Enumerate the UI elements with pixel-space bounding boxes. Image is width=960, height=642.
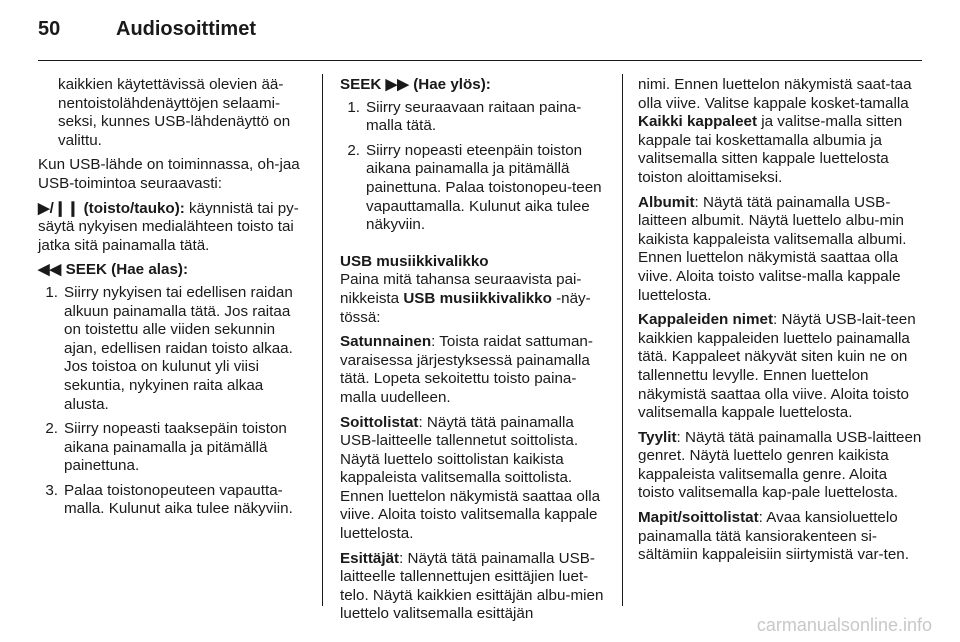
list-item [38, 420, 308, 476]
list-item [38, 284, 308, 414]
column-2 [340, 76, 608, 630]
random-paragraph [340, 333, 608, 407]
page-number: 50 [38, 18, 61, 40]
menu-section [340, 253, 608, 327]
seek-forward-heading [340, 76, 608, 95]
folders-label: Mapit/soittolistat [638, 509, 759, 527]
list-text: Siirry nopeasti taaksepäin toiston aikana painamalla ja pitämällä painettuna. [64, 420, 287, 475]
menu-intro-b: USB musiikkivalikko [403, 289, 552, 307]
list-text: Palaa toistonopeuteen vapautta-malla. Kulunut aika tulee näkyviin. [64, 481, 293, 518]
all-songs-label: Kaikki kappaleet [638, 113, 758, 131]
random-label: Satunnainen [340, 333, 432, 351]
list-item [340, 99, 608, 136]
seek-forward-label-a: SEEK [340, 76, 382, 93]
playlists-paragraph [340, 414, 608, 544]
column-3 [638, 76, 922, 571]
random-text: : Toista raidat sattuman-varaisessa järjestyksessä painamalla tätä. Lopeta sekoitettu toisto paina-malla uudelleen. [340, 333, 593, 406]
artists-paragraph [340, 550, 608, 624]
genres-text: : Näytä tätä painamalla USB-laitteen genret. Näytä luettelo genren kaikista kappaleista valitsemalla genre. Aloita toisto valitsemalla kap-pale luettelosta. [638, 428, 922, 502]
page-header [38, 18, 922, 50]
list-text: Siirry seuraavaan raitaan paina-malla tätä. [366, 98, 582, 135]
play-pause-paragraph [38, 200, 308, 256]
albums-paragraph [638, 194, 922, 306]
list-number: 3. [45, 481, 58, 499]
continued-text-a: nimi. Ennen luettelon näkymistä saat-taa olla viive. Valitse kappale kosket-tamalla [638, 76, 912, 112]
menu-heading: USB musiikkivalikko [340, 252, 489, 270]
seek-back-heading [38, 261, 308, 280]
page-title: Audiosoittimet [116, 18, 256, 40]
column-1 [38, 76, 308, 525]
playlists-text: : Näytä tätä painamalla USB-laitteelle tallennetut soittolista. Näytä luettelo soittolistan kaikista kappaleista valitsemalla soittolista. Ennen luettelon näkymistä saattaa olla viive. Aloita toisto valitsemalla kappale luettelosta. [340, 413, 601, 543]
play-pause-icon: ▶/❙❙ [38, 199, 80, 217]
list-text: Siirry nykyisen tai edellisen raidan alkuun painamalla tätä. Jos raitaa on toistettu alle viiden sekunnin ajan, edellisen raidan toisto alkaa. Jos toistoa on kulunut yli viisi sekuntia, nykyinen raita alkaa alusta. [64, 283, 293, 413]
list-number: 1. [45, 283, 58, 301]
watermark: carmanualsonline.info [756, 615, 932, 635]
column-divider-1 [322, 74, 323, 606]
artists-continued-paragraph [638, 76, 922, 188]
list-item [340, 142, 608, 235]
header-rule [38, 60, 922, 61]
albums-text: : Näytä tätä painamalla USB-laitteen albumit. Näytä luettelo albu-min kaikista kappaleista valitsemalla albumi. Ennen luettelon näkymistä saattaa olla viive. Aloita toisto valitse-malla kappale luettelosta. [638, 193, 907, 304]
usb-intro: Kun USB-lähde on toiminnassa, oh-jaa USB-toimintoa seuraavasti: [38, 156, 300, 192]
genres-label: Tyylit [638, 428, 677, 446]
list-number: 2. [347, 141, 360, 159]
songs-paragraph [638, 311, 922, 423]
seek-forward-label-b: (Hae ylös): [413, 76, 491, 93]
playlists-label: Soittolistat [340, 413, 419, 431]
artists-text: : Näytä tätä painamalla USB-laitteelle tallennettujen esittäjien luet-telo. Näytä kaikkien esittäjän albu-mien luettelo valitsemalla esittäjän [340, 549, 604, 623]
spacer [340, 241, 608, 253]
column-divider-2 [622, 74, 623, 606]
list-text: Siirry nopeasti eteenpäin toiston aikana painamalla ja pitämällä painettuna. Palaa toistonopeu-teen vapauttamalla. Kulunut aika tulee näkyviin. [366, 141, 602, 234]
menu-intro-c: -näy-tössä: [340, 289, 591, 326]
play-pause-text: käynnistä tai py-säytä nykyisen medialähteen toisto tai jatka sitä painamalla tätä. [38, 199, 299, 254]
list-number: 1. [347, 98, 360, 116]
list-number: 2. [45, 420, 58, 438]
artists-label: Esittäjät [340, 549, 400, 567]
seek-back-icon: ◀◀ [38, 261, 62, 279]
albums-label: Albumit [638, 193, 695, 211]
seek-back-label: SEEK (Hae alas): [65, 261, 188, 279]
menu-intro-a: Paina mitä tahansa seuraavista pai-nikkeista [340, 271, 582, 307]
continued-paragraph: kaikkien käytettävissä olevien ää-nentoistolähdenäyttöjen selaami-seksi, kunnes USB-lähdenäyttö on valittu. [58, 76, 291, 149]
songs-text: : Näytä USB-lait-teen kaikkien kappaleiden luettelo painamalla tätä. Kappaleet näkyvät siten kuin ne on tallennettu levylle. Ennen luettelon näkymistä saattaa olla viive. Aloita toisto valitsemalla kappale luettelosta. [638, 311, 916, 422]
songs-label: Kappaleiden nimet [638, 311, 774, 329]
seek-forward-icon: ▶▶ [385, 76, 409, 93]
continued-text-c: ja valitse-malla sitten kappale tai koskettamalla albumia ja valitsemalla sitten kappale luettelosta toiston aloittamiseksi. [638, 113, 903, 186]
folders-paragraph [638, 509, 922, 565]
folders-text: : Avaa kansioluettelo painamalla tätä kansiorakenteen si-sältämiin kappaleisiin siirtymistä var-ten. [638, 509, 909, 564]
play-pause-label: (toisto/tauko): [83, 199, 185, 217]
genres-paragraph [638, 429, 922, 503]
list-item [38, 482, 308, 519]
